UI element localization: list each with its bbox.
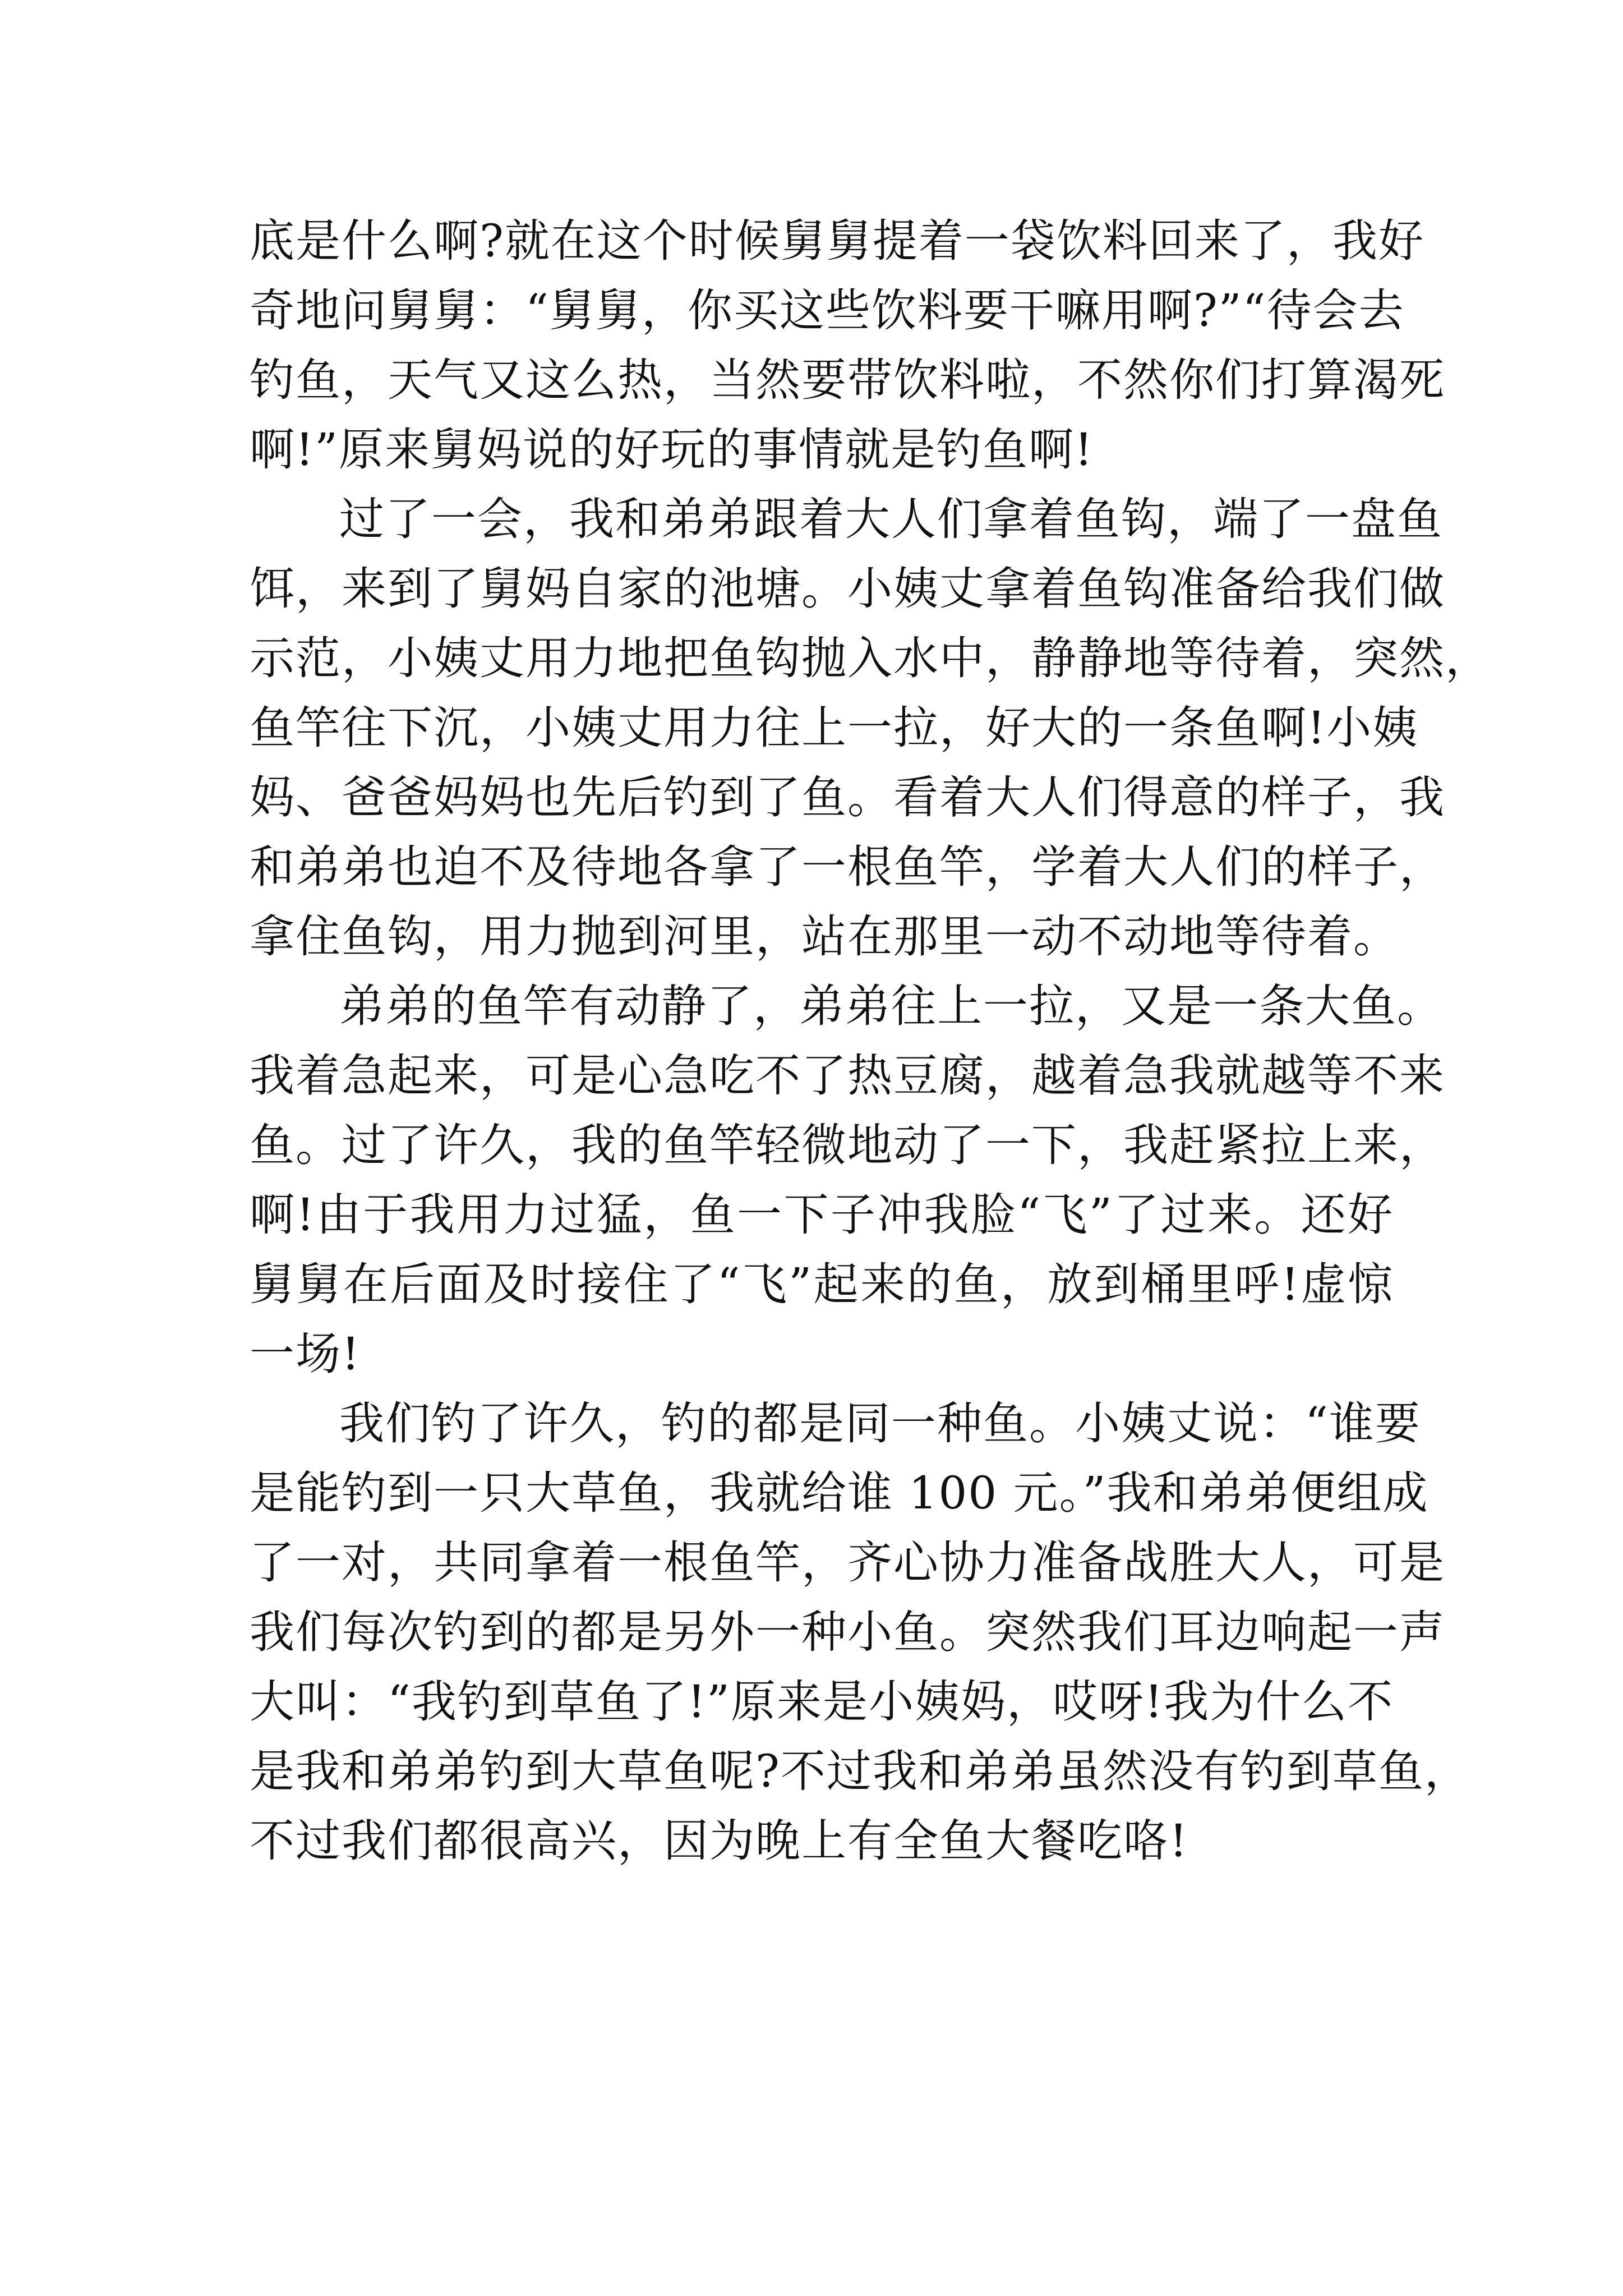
text-line: 弟弟的鱼竿有动静了，弟弟往上一拉，又是一条大鱼。 [339,980,1443,1032]
text-line: 示范，小姨丈用力地把鱼钩抛入水中，静静地等待着，突然， [250,632,1491,684]
text-line: 了一对，共同拿着一根鱼竿，齐心协力准备战胜大人，可是 [250,1536,1445,1589]
text-line: 我们钓了许久，钓的都是同一种鱼。小姨丈说：“谁要 [339,1397,1421,1450]
text-line: 不过我们都很高兴，因为晚上有全鱼大餐吃咯! [250,1815,1189,1867]
text-line: 啊!”原来舅妈说的好玩的事情就是钓鱼啊! [250,424,1094,476]
text-line: 底是什么啊?就在这个时候舅舅提着一袋饮料回来了，我好 [250,215,1424,267]
text-line: 舅舅在后面及时接住了“飞”起来的鱼，放到桶里呼!虚惊 [250,1258,1394,1310]
text-line: 是能钓到一只大草鱼，我就给谁 100 元。”我和弟弟便组成 [250,1467,1429,1519]
document-body [250,206,1491,1876]
text-line: 奇地问舅舅：“舅舅，你买这些饮料要干嘛用啊?”“待会去 [250,284,1405,337]
text-line: 啊!由于我用力过猛，鱼一下子冲我脸“飞”了过来。还好 [250,1189,1394,1241]
text-line: 钓鱼，天气又这么热，当然要带饮料啦，不然你们打算渴死 [250,354,1445,406]
text-line: 妈、爸爸妈妈也先后钓到了鱼。看着大人们得意的样子，我 [250,771,1445,823]
text-line: 我们每次钓到的都是另外一种小鱼。突然我们耳边响起一声 [250,1606,1445,1658]
text-line: 大叫：“我钓到草鱼了!”原来是小姨妈，哎呀!我为什么不 [250,1676,1394,1728]
text-line: 和弟弟也迫不及待地各拿了一根鱼竿，学着大人们的样子， [250,841,1445,893]
text-line: 饵，来到了舅妈自家的池塘。小姨丈拿着鱼钩准备给我们做 [250,563,1445,615]
text-line: 鱼。过了许久，我的鱼竿轻微地动了一下，我赶紧拉上来， [250,1119,1445,1171]
text-line: 一场! [250,1328,361,1380]
text-line: 我着急起来，可是心急吃不了热豆腐，越着急我就越等不来 [250,1050,1445,1102]
text-line: 是我和弟弟钓到大草鱼呢?不过我和弟弟虽然没有钓到草鱼， [250,1745,1470,1797]
text-line: 拿住鱼钩，用力抛到河里，站在那里一动不动地等待着。 [250,910,1399,963]
text-line: 鱼竿往下沉，小姨丈用力往上一拉，好大的一条鱼啊!小姨 [250,702,1419,754]
text-line: 过了一会，我和弟弟跟着大人们拿着鱼钩，端了一盘鱼 [339,493,1443,545]
